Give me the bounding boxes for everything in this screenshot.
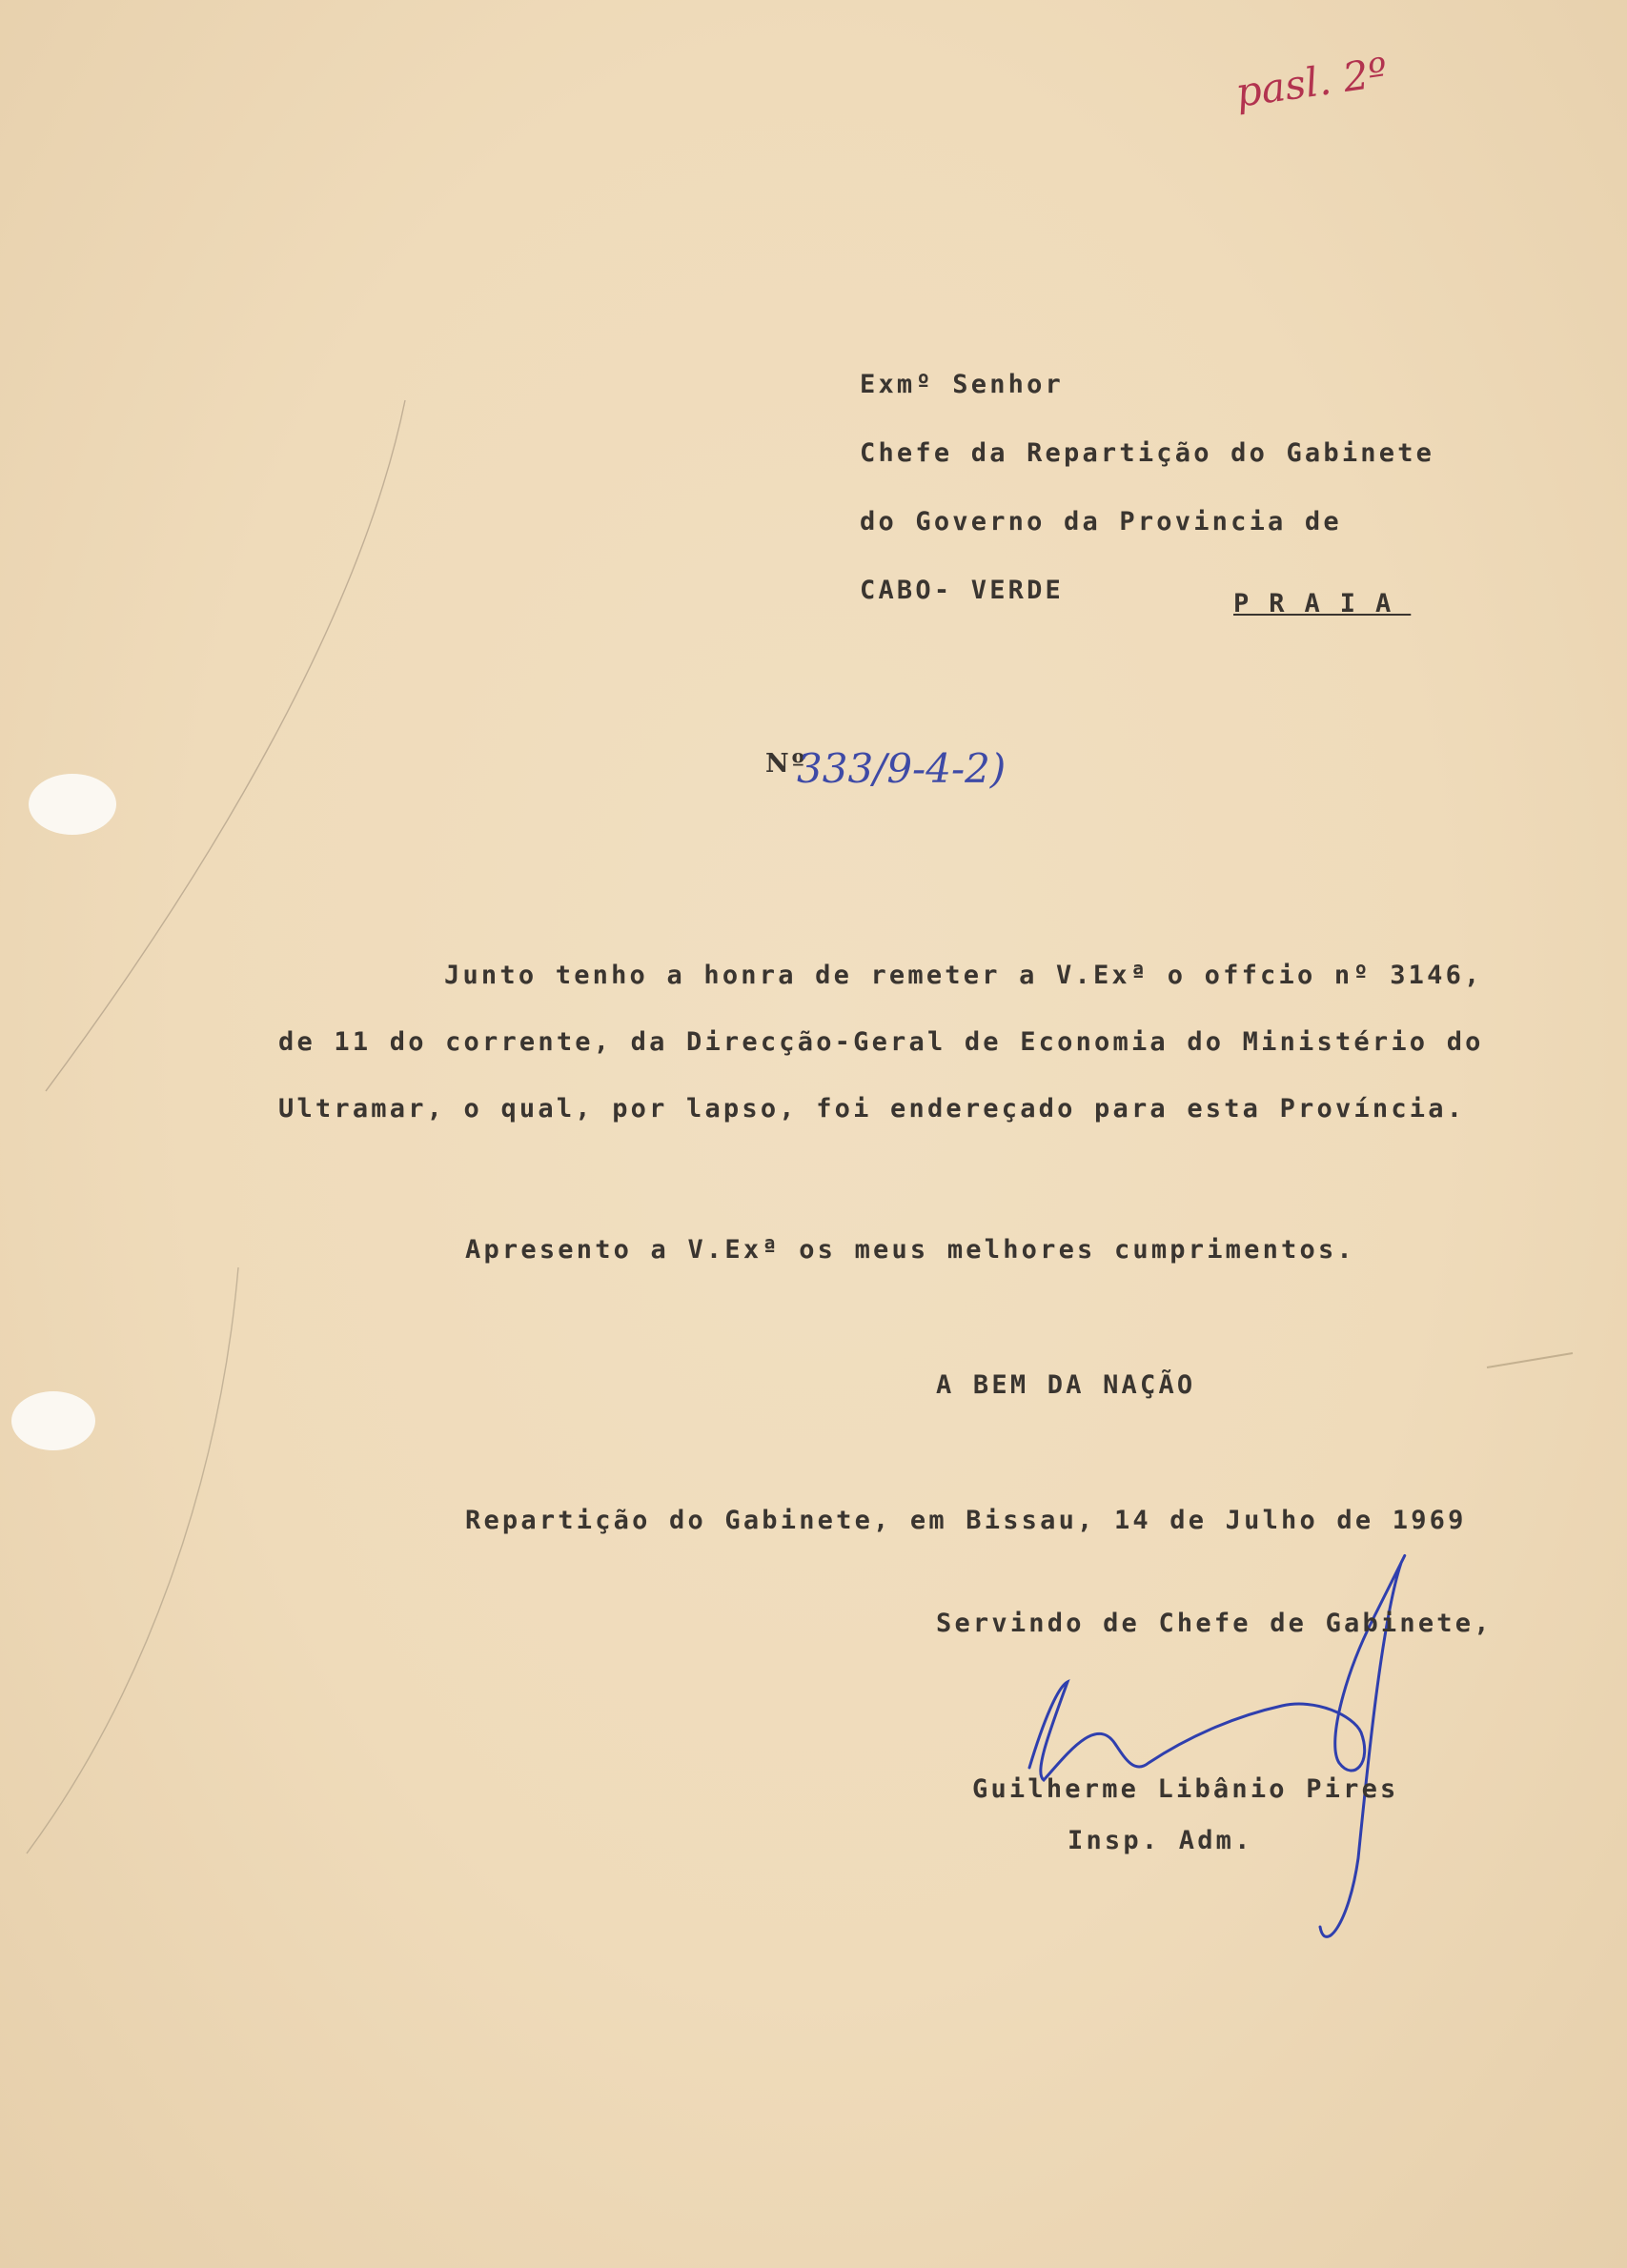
body-line-1: Junto tenho a honra de remeter a V.Exª o offcio nº 3146, (444, 961, 1483, 990)
addressee-line-1: Exmº Senhor (860, 370, 1065, 399)
addressee-line-2: Chefe da Repartição do Gabinete (860, 438, 1435, 468)
body-line-3: Ultramar, o qual, por lapso, foi endereçado para esta Província. (278, 1094, 1466, 1124)
signatory-name: Guilherme Libânio Pires (972, 1774, 1399, 1804)
margin-note: pasl. 2º (1232, 49, 1391, 116)
paper-crease (1487, 1353, 1573, 1367)
reference-label: Nº (765, 749, 808, 779)
pencil-stroke-upper (46, 400, 405, 1091)
addressee-line-3: do Governo da Provincia de (860, 507, 1342, 537)
greeting: Apresento a V.Exª os meus melhores cumprimentos. (465, 1235, 1355, 1265)
signatory-title: Insp. Adm. (1068, 1826, 1253, 1855)
addressee-line-4: CABO- VERDE (860, 576, 1065, 605)
place-date: Repartição do Gabinete, em Bissau, 14 de Julho de 1969 (465, 1506, 1467, 1535)
motto: A BEM DA NAÇÃO (936, 1370, 1196, 1400)
body-line-2: de 11 do corrente, da Direcção-Geral de Economia do Ministério do (278, 1027, 1484, 1057)
pencil-stroke-lower (27, 1267, 238, 1853)
addressee-city: PRAIA (1233, 589, 1412, 618)
signatory-role: Servindo de Chefe de Gabinete, (936, 1609, 1493, 1638)
reference-number: 333/9-4-2) (797, 745, 1007, 792)
